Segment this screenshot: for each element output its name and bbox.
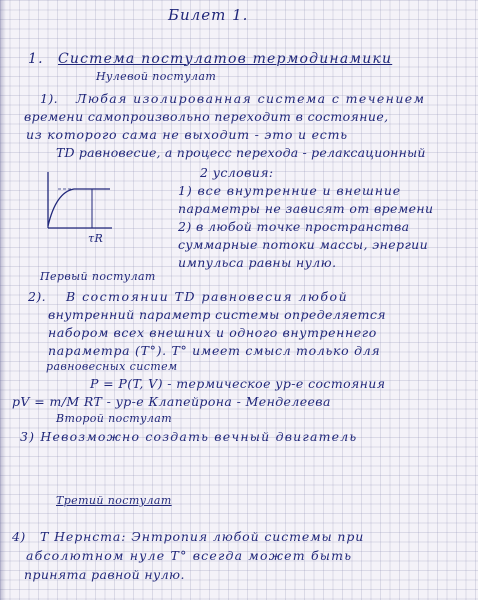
equation-clapeyron: pV = m/M RT - ур-е Клапейрона - Менделеева [12,394,331,409]
first-postulate-label: Первый постулат [40,270,156,283]
third-number: 4) [12,529,26,544]
condition-line-3: 2) в любой точке пространства [178,219,410,234]
condition-line-4: суммарные потоки массы, энергии [178,237,429,252]
first-line-1: В состоянии TD равновесия любой [66,289,349,304]
page-edge-shadow [0,0,6,600]
first-line-2: внутренний параметр системы определяется [48,307,386,322]
first-line-3: набором всех внешних и одного внутреннего [48,325,377,340]
zeroth-line-3: из которого сама не выходит - это и есть [26,127,348,142]
second-postulate-text: 3) Невозможно создать вечный двигатель [20,429,358,444]
graph-tau-label: τR [88,232,104,245]
third-line-3: принята равной нулю. [24,567,185,582]
zeroth-line-2: времени самопроизвольно переходит в состояние, [24,109,389,124]
third-postulate-label: Третий постулат [56,494,172,507]
ticket-title: Билет 1. [168,6,249,24]
graph-curve [48,189,110,226]
condition-line-2: параметры не зависят от времени [178,201,434,216]
first-number: 2). [28,289,47,304]
section-heading: Система постулатов термодинамики [58,51,393,67]
equation-thermal-state: P = P(T, V) - термическое ур-е состояния [90,376,386,391]
zeroth-line-4: TD равновесие, а процесс перехода - релаксационный [56,145,426,160]
third-line-1: Т Нернста: Энтропия любой системы при [40,529,365,544]
condition-line-1: 1) все внутренние и внешние [178,183,402,198]
section-number: 1. [28,51,44,67]
conditions-title: 2 условия: [200,165,274,180]
zeroth-line-1: Любая изолированная система с течением [76,91,426,106]
first-line-5: равновесных систем [46,360,178,373]
zeroth-postulate-label: Нулевой постулат [96,70,217,83]
third-line-2: абсолютном нуле T° всегда может быть [26,548,353,563]
first-line-4: параметра (T°). T° имеет смысл только для [48,343,381,358]
zeroth-number: 1). [40,91,59,106]
condition-line-5: импульса равны нулю. [178,255,337,270]
relaxation-graph [40,168,116,240]
second-postulate-label: Второй постулат [56,412,173,425]
